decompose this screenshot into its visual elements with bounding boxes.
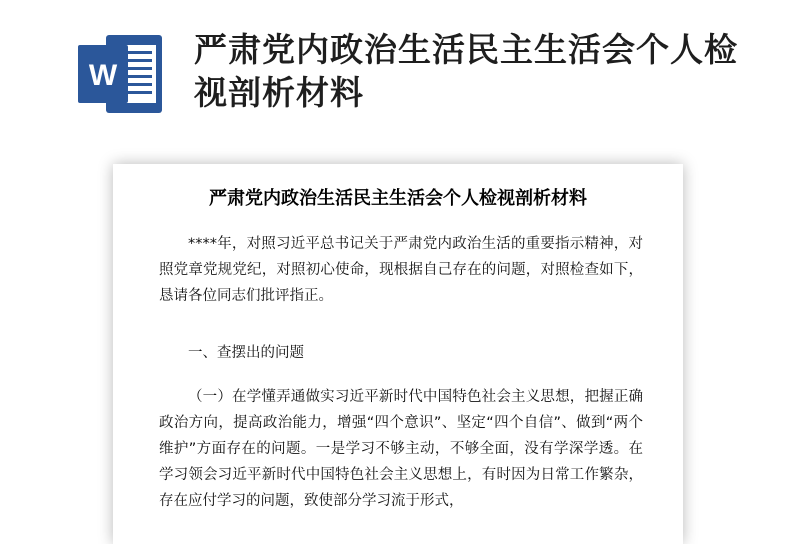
document-title: 严肃党内政治生活民主生活会个人检视剖析材料 (209, 188, 587, 209)
document-page (113, 164, 683, 544)
body-paragraph: （一）在学懂弄通做实习近平新时代中国特色社会主义思想，把握正确政治方向，提高政治能力，增强“四个意识”、坚定“四个自信”、做到“两个维护”方面存在的问题。一是学习不够主动，不够全面，没有学深学透。在学习领会习近平新时代中国特色社会主义思想上，有时因为日常工作繁杂，存在应付学习的问题，致使部分学习流于形式， (159, 389, 643, 509)
intro-paragraph: ****年，对照习近平总书记关于严肃党内政治生活的重要指示精神，对照党章党规党纪，对照初心使命，现根据自己存在的问题，对照检查如下，恳请各位同志们批评指正。 (159, 236, 643, 304)
page-header (0, 0, 800, 140)
word-icon-letter: W (88, 59, 118, 92)
page-title: 严肃党内政治生活民主生活会个人检视剖析材料 (194, 30, 738, 112)
word-document-icon (76, 33, 164, 115)
section-heading: 一、查摆出的问题 (188, 345, 304, 361)
